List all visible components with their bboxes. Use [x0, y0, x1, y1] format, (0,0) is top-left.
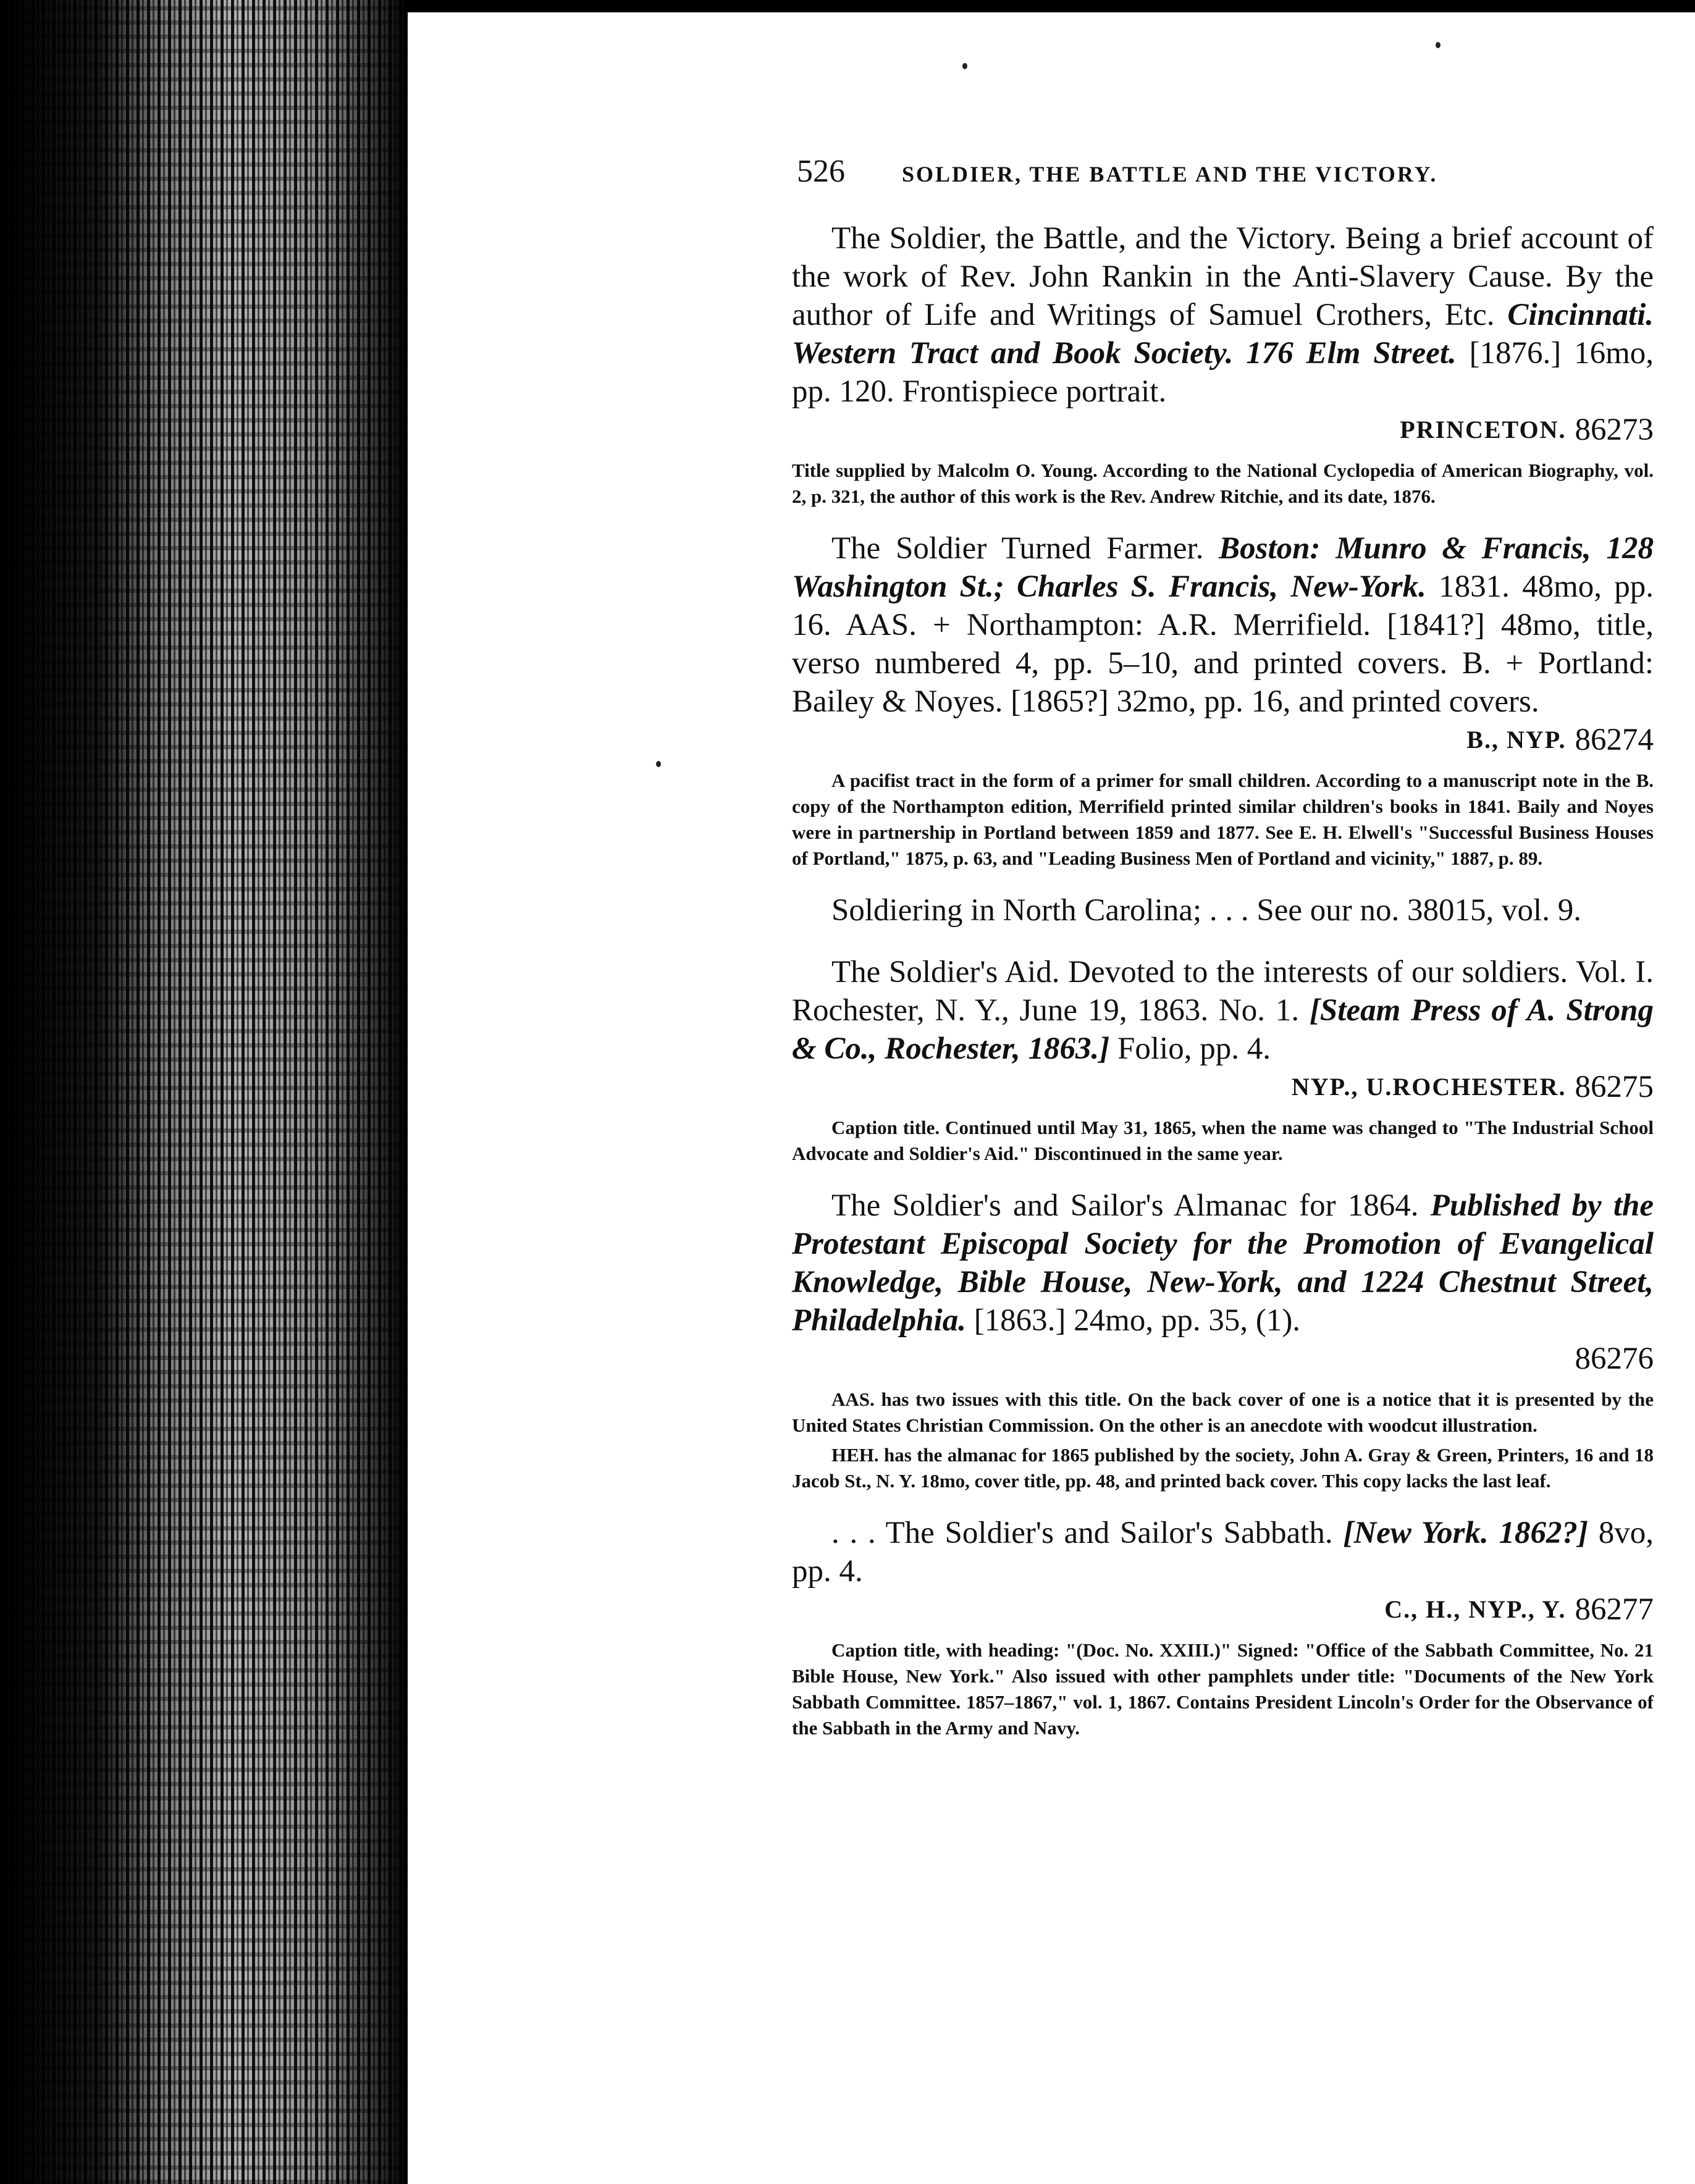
ink-speck: [656, 761, 661, 767]
running-head: SOLDIER, THE BATTLE AND THE VICTORY.: [902, 162, 1438, 187]
entry-imprint: Published by the Protestant Episcopal Society for the Promotion of Evangelical Knowledge, Bible House, New-York, and 1224 Chestnut Street, Philadelphia.: [792, 1188, 1654, 1338]
entry-number: 86274: [1575, 723, 1654, 757]
entry-86276: [792, 1186, 1654, 1494]
entry-collation: [1876.] 16mo, pp. 120. Frontispiece portrait.: [792, 336, 1654, 409]
entry-title: The Soldier's Aid. Devoted to the interests of our soldiers. Vol. I. Rochester, N. Y., June 19, 1863. No. 1.: [792, 955, 1654, 1028]
entry-number: 86277: [1575, 1592, 1654, 1627]
entry-collation: 1831. 48mo, pp. 16. AAS. + Northampton: A.R. Merrifield. [1841?] 48mo, title, verso numbered 4, pp. 5–10, and printed covers. B. + Portland: Bailey & Noyes. [1865?] 32mo, pp. 16, and printed covers.: [792, 569, 1654, 719]
entry-imprint: [New York. 1862?]: [1343, 1516, 1589, 1550]
entry-title: The Soldier Turned Farmer.: [831, 531, 1204, 566]
entry-holdings: [792, 411, 1654, 449]
entry-number: 86273: [1575, 413, 1654, 447]
entry-note: A pacifist tract in the form of a primer for small children. According to a manuscript note in the B. copy of the Northampton edition, Merrifield printed similar children's books in 1841. Baily and Noyes were in partnership in Portland between 1859 and 1877. See E. H. Elwell's "Successful Business Houses of Portland," 1875, p. 63, and "Leading Business Men of Portland and vicinity," 1887, p. 89.: [792, 770, 1654, 869]
entry-imprint: [Steam Press of A. Strong & Co., Rochester, 1863.]: [792, 993, 1654, 1066]
entry-title: The Soldier, the Battle, and the Victory. Being a brief account of the work of Rev. John Rankin in the Anti-Slavery Cause. By the author of Life and Writings of Samuel Crothers, Etc.: [792, 221, 1654, 332]
entry-note: HEH. has the almanac for 1865 published by the society, John A. Gray & Green, Printers, 16 and 18 Jacob St., N. Y. 18mo, cover title, pp. 48, and printed back cover. This copy lacks the last leaf.: [792, 1444, 1654, 1492]
entry-collation: Folio, pp. 4.: [1117, 1031, 1271, 1066]
entry-main-text: [792, 1186, 1654, 1340]
entry-note: Title supplied by Malcolm O. Young. According to the National Cyclopedia of American Biography, vol. 2, p. 321, the author of this work is the Rev. Andrew Ritchie, and its date, 1876.: [792, 460, 1654, 507]
entry-holdings: [792, 1340, 1654, 1378]
entry-86274: [792, 529, 1654, 872]
book-page-edge: [0, 0, 408, 2184]
entry-main-text: [792, 529, 1654, 721]
entry-86277: [792, 1514, 1654, 1741]
entry-note: Caption title. Continued until May 31, 1865, when the name was changed to "The Industrial School Advocate and Soldier's Aid." Discontinued in the same year.: [792, 1117, 1654, 1164]
entry-number: 86275: [1575, 1070, 1654, 1104]
entry-imprint: Cincinnati. Western Tract and Book Society. 176 Elm Street.: [792, 298, 1654, 371]
entry-main-text: [792, 1514, 1654, 1590]
entry-holdings: [792, 1068, 1654, 1106]
entry-locations: B., NYP.: [1466, 726, 1567, 754]
entry-86275: [792, 953, 1654, 1167]
entry-imprint: Boston: Munro & Francis, 128 Washington St.; Charles S. Francis, New-York.: [792, 531, 1654, 604]
entry-main-text: [792, 953, 1654, 1068]
entry-86273: [792, 219, 1654, 510]
entry-locations: NYP., U.ROCHESTER.: [1291, 1073, 1567, 1101]
entry-number: 86276: [1575, 1342, 1654, 1376]
see-reference: Soldiering in North Carolina; . . . See our no. 38015, vol. 9.: [831, 893, 1581, 928]
entry-title: . . . The Soldier's and Sailor's Sabbath.: [831, 1516, 1333, 1550]
entry-collation: [1863.] 24mo, pp. 35, (1).: [974, 1303, 1301, 1338]
entry-main-text: [792, 219, 1654, 411]
ink-speck: [1436, 42, 1441, 48]
entry-holdings: [792, 721, 1654, 759]
entry-locations: PRINCETON.: [1400, 416, 1567, 443]
entry-title: The Soldier's and Sailor's Almanac for 1864.: [831, 1188, 1419, 1223]
ink-speck: [962, 63, 967, 69]
entry-holdings: [792, 1590, 1654, 1629]
bibliography-entries: [792, 219, 1654, 1761]
entry-locations: C., H., NYP., Y.: [1384, 1595, 1567, 1623]
entry-collation: 8vo, pp. 4.: [792, 1516, 1654, 1589]
page-number: 526: [797, 154, 845, 189]
entry-note: AAS. has two issues with this title. On the back cover of one is a notice that it is presented by the United States Christian Commission. On the other is an anecdote with woodcut illustration.: [792, 1388, 1654, 1436]
entry-note: Caption title, with heading: "(Doc. No. XXIII.)" Signed: "Office of the Sabbath Committee, No. 21 Bible House, New York." Also issued with other pamphlets under title: "Documents of the New York Sabbath Committee. 1857–1867," vol. 1, 1867. Contains President Lincoln's Order for the Observance of the Sabbath in the Army and Navy.: [792, 1639, 1654, 1739]
page-header: [797, 153, 1513, 196]
